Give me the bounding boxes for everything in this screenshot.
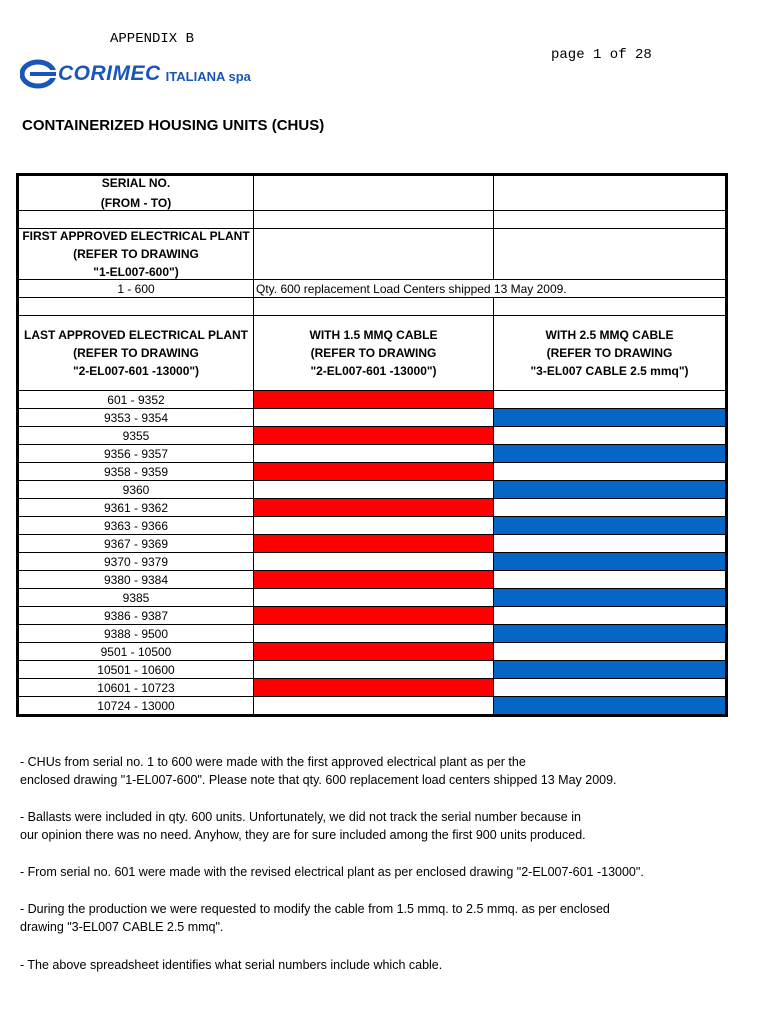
table-row [19,517,726,535]
spacer-row [19,211,726,229]
cable-25-line2: (REFER TO DRAWING [546,346,673,360]
first-plant-cell [19,229,254,280]
cable-15-cell [254,499,494,517]
serial-range-cell: 9385 [19,589,254,607]
table-row [19,445,726,463]
cable-25-cell [494,517,726,535]
first-plant-line3: "1-EL007-600") [93,265,179,279]
cable-15-cell [254,571,494,589]
cable-25-cell [494,661,726,679]
company-logo [20,58,251,90]
serial-range-cell: 9370 - 9379 [19,553,254,571]
cable-25-cell [494,643,726,661]
table-row [19,679,726,697]
table-row [19,463,726,481]
serial-range-cell: 9380 - 9384 [19,571,254,589]
table-row [19,427,726,445]
table-row [19,499,726,517]
cable-25-cell [494,499,726,517]
serial-range-cell: 10724 - 13000 [19,697,254,715]
serial-range-cell: 9360 [19,481,254,499]
cable-15-cell [254,391,494,409]
cable-15-cell [254,445,494,463]
note-1-line1: - CHUs from serial no. 1 to 600 were made with the first approved electrical plant as per the [20,755,526,769]
note-2-line2: our opinion there was no need. Anyhow, they are for sure included among the first 900 units produced. [20,828,586,842]
cable-15-cell [254,589,494,607]
note-5 [20,956,750,974]
table-row [19,553,726,571]
serial-header-line2: (FROM - TO) [100,196,172,210]
serial-range-cell: 9363 - 9366 [19,517,254,535]
cable-25-cell [494,427,726,445]
table-row [19,625,726,643]
empty-cell [494,229,726,280]
table-row [19,535,726,553]
cable-15-line2: (REFER TO DRAWING [310,346,437,360]
note-2 [20,808,750,844]
spacer-row [19,298,726,316]
cable-15-cell [254,625,494,643]
table-row [19,571,726,589]
cable-25-line1: WITH 2.5 MMQ CABLE [545,328,674,342]
cable-25-cell [494,535,726,553]
first-range-note: Qty. 600 replacement Load Centers shipped 13 May 2009. [254,280,726,298]
first-plant-row [19,229,726,280]
last-plant-line2: (REFER TO DRAWING [73,346,199,360]
note-4-line1: - During the production we were requested to modify the cable from 1.5 mmq. to 2.5 mmq. as per enclosed [20,902,610,916]
page-title: CONTAINERIZED HOUSING UNITS (CHUS) [22,117,325,134]
note-1-line2: enclosed drawing "1-EL007-600". Please note that qty. 600 replacement load centers shipped 13 May 2009. [20,773,617,787]
empty-cell [254,176,494,211]
cable-15-cell [254,409,494,427]
serial-range-cell: 9355 [19,427,254,445]
cable-15-cell [254,661,494,679]
note-2-line1: - Ballasts were included in qty. 600 units. Unfortunately, we did not track the serial number because in [20,810,581,824]
table-row [19,697,726,715]
first-plant-line1: FIRST APPROVED ELECTRICAL PLANT [22,229,250,243]
appendix-label: APPENDIX B [110,31,195,47]
table-row [19,661,726,679]
cable-25-cell [494,625,726,643]
cable-25-cell [494,697,726,715]
cable-25-cell [494,481,726,499]
page-number: page 1 of 28 [551,47,652,63]
serial-range-cell: 9353 - 9354 [19,409,254,427]
logo-name: CORIMEC [58,62,161,85]
serial-header-line1: SERIAL NO. [101,176,171,190]
table-header-row [19,176,726,211]
cable-15-cell [254,517,494,535]
note-5-line1: - The above spreadsheet identifies what serial numbers include which cable. [20,958,443,972]
serial-range-cell: 9358 - 9359 [19,463,254,481]
cable-15-cell [254,463,494,481]
first-plant-line2: (REFER TO DRAWING [73,247,199,261]
last-plant-row [19,316,726,391]
cable-15-line3: "2-EL007-601 -13000") [310,364,437,378]
last-plant-cell [19,316,254,391]
cable-15-cell [254,427,494,445]
cable-15-cell [254,697,494,715]
table-row [19,391,726,409]
empty-cell [494,176,726,211]
table-row [19,643,726,661]
cable-25-cell [494,571,726,589]
note-4 [20,900,750,936]
serial-range-cell: 9388 - 9500 [19,625,254,643]
note-3-line1: - From serial no. 601 were made with the revised electrical plant as per enclosed drawing "2-EL007-601 -13000". [20,865,644,879]
cable-15-line1: WITH 1.5 MMQ CABLE [309,328,438,342]
cable-15-cell [254,481,494,499]
cable-25-cell [494,553,726,571]
cable-25-cell [494,409,726,427]
serial-range-cell: 9361 - 9362 [19,499,254,517]
serial-range-cell: 10501 - 10600 [19,661,254,679]
cable-15-cell [254,607,494,625]
corimec-logo-icon [20,59,56,89]
serial-range-cell: 9386 - 9387 [19,607,254,625]
logo-subtitle: ITALIANA spa [165,68,251,84]
cable-15-cell [254,679,494,697]
cable-25-line3: "3-EL007 CABLE 2.5 mmq") [530,364,689,378]
cable-25-cell [494,445,726,463]
note-1 [20,753,750,789]
empty-cell [254,229,494,280]
table-row [19,607,726,625]
table-row [19,481,726,499]
cable-25-cell [494,679,726,697]
serial-cable-table [18,175,726,715]
table-row [19,589,726,607]
serial-range-cell: 9367 - 9369 [19,535,254,553]
cable-15-cell [254,643,494,661]
cable-15-header [254,316,494,391]
first-range-cell: 1 - 600 [19,280,254,298]
cable-25-cell [494,589,726,607]
cable-15-cell [254,553,494,571]
first-range-row [19,280,726,298]
cable-25-header [494,316,726,391]
note-3 [20,863,750,881]
serial-range-cell: 9356 - 9357 [19,445,254,463]
cable-25-cell [494,607,726,625]
table-row [19,409,726,427]
last-plant-line3: "2-EL007-601 -13000") [72,364,200,378]
last-plant-line1: LAST APPROVED ELECTRICAL PLANT [23,328,248,342]
serial-range-cell: 10601 - 10723 [19,679,254,697]
cable-25-cell [494,391,726,409]
cable-25-cell [494,463,726,481]
cable-15-cell [254,535,494,553]
serial-range-cell: 9501 - 10500 [19,643,254,661]
serial-header-cell [19,176,254,211]
note-4-line2: drawing "3-EL007 CABLE 2.5 mmq". [20,920,224,934]
serial-range-cell: 601 - 9352 [19,391,254,409]
